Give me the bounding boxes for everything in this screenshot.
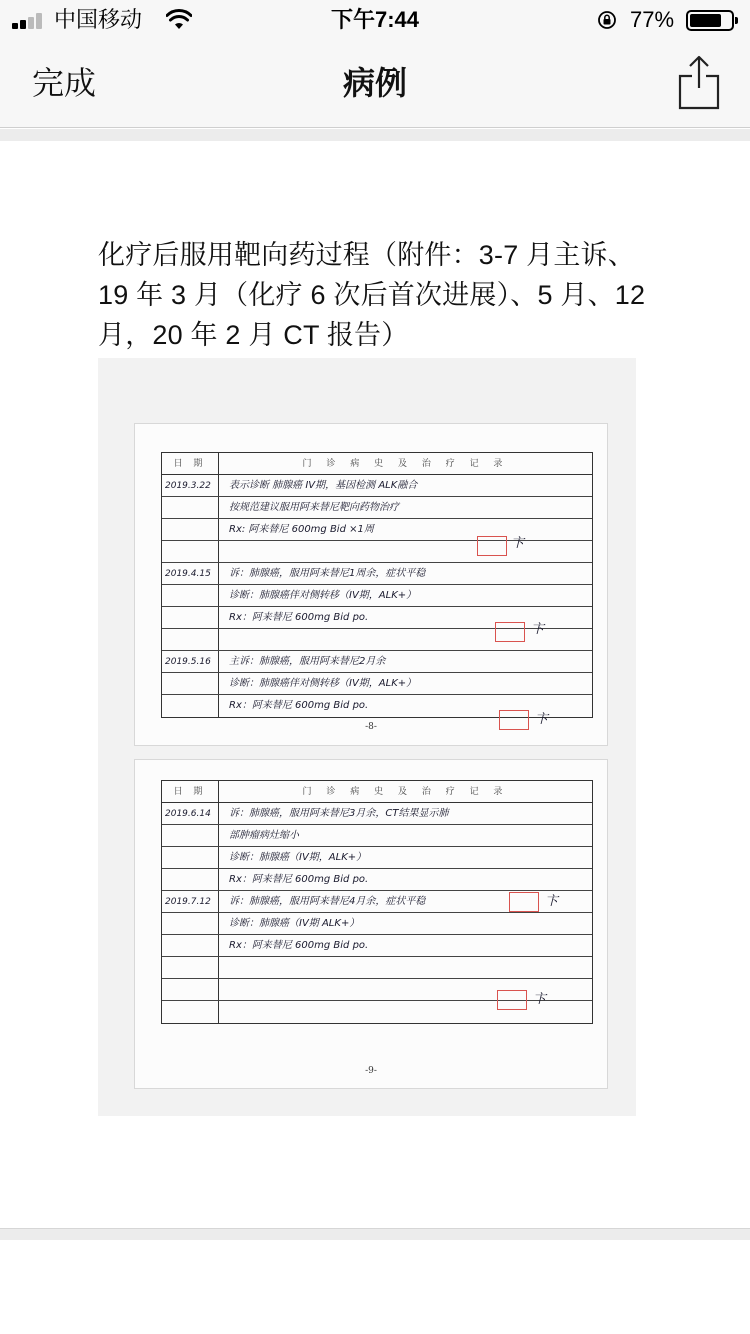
table-row <box>162 935 592 957</box>
doctor-signature: 卞 <box>533 992 547 1007</box>
record-text: 诊断：肺腺癌（IV期，ALK+） <box>229 852 367 863</box>
doctor-stamp <box>497 990 527 1010</box>
record-date <box>162 673 219 694</box>
doctor-signature: 卞 <box>535 712 549 727</box>
record-date <box>162 913 219 934</box>
record-date <box>162 585 219 606</box>
record-text: 诉：肺腺癌，服用阿来替尼3月余，CT结果显示肺 <box>229 808 449 819</box>
table-row <box>162 869 592 891</box>
record-text: 主诉：肺腺癌，服用阿来替尼2月余 <box>229 656 386 667</box>
table-row <box>162 629 592 651</box>
record-text: 诉：肺腺癌，服用阿来替尼1周余，症状平稳 <box>229 568 426 579</box>
table-row <box>162 913 592 935</box>
table-row <box>162 519 592 541</box>
record-date <box>162 825 219 846</box>
record-text <box>219 957 592 978</box>
doctor-signature: 卞 <box>531 622 545 637</box>
record-date <box>162 979 219 1000</box>
record-text: Rx：阿来替尼 600mg Bid po. <box>229 874 369 885</box>
record-column-header: 门 诊 病 史 及 治 疗 记 录 <box>302 787 509 797</box>
record-text: Rx：阿来替尼 600mg Bid po. <box>229 940 369 951</box>
table-row <box>162 651 592 673</box>
document-heading: 化疗后服用靶向药过程（附件：3-7 月主诉、19 年 3 月（化疗 6 次后首次进展）、5 月、12 月，20 年 2 月 CT 报告） <box>98 240 646 350</box>
bottom-toolbar <box>0 1240 750 1334</box>
doctor-signature: 卞 <box>545 894 559 909</box>
table-row <box>162 979 592 1001</box>
document-viewer[interactable] <box>0 141 750 1228</box>
page-title: 病例 <box>342 65 407 101</box>
record-text: Rx: 阿来替尼 600mg Bid ×1周 <box>229 524 374 535</box>
doctor-signature: 卞 <box>511 536 525 551</box>
battery-percent: 77% <box>630 7 675 32</box>
doctor-stamp <box>477 536 507 556</box>
record-date: 2019.6.14 <box>162 803 219 824</box>
page-number: -8- <box>365 722 377 732</box>
record-table <box>161 452 593 718</box>
record-text: 部肿瘤病灶缩小 <box>229 830 299 841</box>
navigation-bar <box>0 40 750 128</box>
table-header <box>162 453 592 475</box>
carrier-label: 中国移动 <box>54 7 143 32</box>
table-header <box>162 781 592 803</box>
page-number: -9- <box>365 1066 377 1076</box>
record-text: 诉：肺腺癌，服用阿来替尼4月余，症状平稳 <box>229 896 426 907</box>
battery-icon <box>686 10 734 31</box>
share-icon[interactable] <box>674 54 724 112</box>
table-row <box>162 673 592 695</box>
table-row <box>162 497 592 519</box>
table-row <box>162 825 592 847</box>
record-date <box>162 497 219 518</box>
record-date <box>162 935 219 956</box>
doctor-stamp <box>495 622 525 642</box>
record-page-9 <box>134 759 608 1089</box>
table-row <box>162 475 592 497</box>
status-time: 下午7:44 <box>330 7 420 32</box>
record-date <box>162 629 219 650</box>
orientation-lock-icon <box>597 10 617 30</box>
record-date <box>162 957 219 978</box>
record-date: 2019.3.22 <box>162 475 219 496</box>
table-row <box>162 803 592 825</box>
record-text <box>219 541 592 562</box>
record-text: 诊断：肺腺癌伴对侧转移（IV期，ALK+） <box>229 590 417 601</box>
record-date <box>162 607 219 628</box>
record-date: 2019.4.15 <box>162 563 219 584</box>
status-bar <box>0 0 750 40</box>
scanned-record-image <box>98 358 636 1116</box>
record-date <box>162 541 219 562</box>
date-column-header: 日 期 <box>162 781 219 802</box>
table-row <box>162 563 592 585</box>
record-date: 2019.7.12 <box>162 891 219 912</box>
record-text: 按规范建议服用阿来替尼靶向药物治疗 <box>229 502 399 513</box>
record-text: Rx：阿来替尼 600mg Bid po. <box>229 612 369 623</box>
record-date: 2019.5.16 <box>162 651 219 672</box>
table-row <box>162 1001 592 1023</box>
record-date <box>162 847 219 868</box>
record-date <box>162 695 219 717</box>
record-text: 表示诊断 肺腺癌 IV期，基因检测 ALK融合 <box>229 480 418 491</box>
record-date <box>162 869 219 890</box>
toolbar-divider <box>0 1228 750 1240</box>
table-row <box>162 541 592 563</box>
record-text: Rx：阿来替尼 600mg Bid po. <box>229 700 369 711</box>
table-row <box>162 607 592 629</box>
header-divider <box>0 129 750 141</box>
table-row <box>162 847 592 869</box>
record-date <box>162 1001 219 1023</box>
done-button[interactable]: 完成 <box>32 65 97 101</box>
table-row <box>162 585 592 607</box>
doctor-stamp <box>509 892 539 912</box>
record-column-header: 门 诊 病 史 及 治 疗 记 录 <box>302 459 509 469</box>
record-page-8 <box>134 423 608 746</box>
date-column-header: 日 期 <box>162 453 219 474</box>
record-text: 诊断：肺腺癌（IV期 ALK+） <box>229 918 360 929</box>
record-date <box>162 519 219 540</box>
table-row <box>162 957 592 979</box>
record-text: 诊断：肺腺癌伴对侧转移（IV期，ALK+） <box>229 678 417 689</box>
